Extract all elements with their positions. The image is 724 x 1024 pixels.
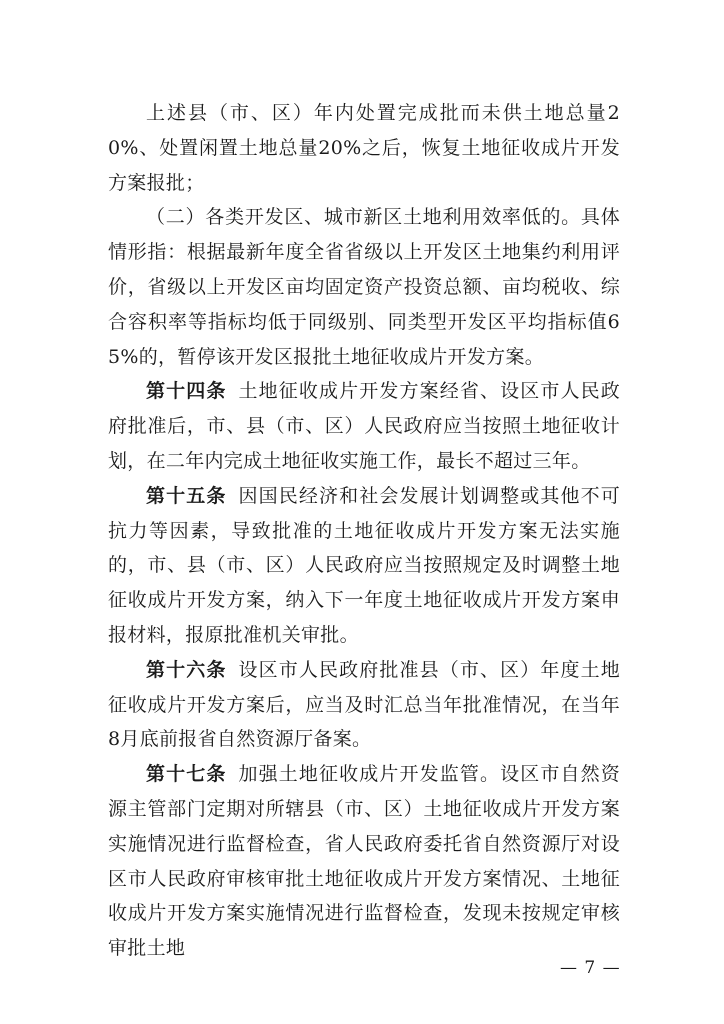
document-body bbox=[108, 96, 620, 966]
article-text: 设区市人民政府批准县（市、区）年度土地征收成片开发方案后，应当及时汇总当年批准情况，在当年8月底前报省自然资源厅备案。 bbox=[108, 658, 621, 751]
article-text: 加强土地征收成片开发监管。设区市自然资源主管部门定期对所辖县（市、区）土地征收成片开发方案实施情况进行监督检查，省人民政府委托省自然资源厅对设区市人民政府审核审批土地征收成片开发方案情况、土地征收成片开发方案实施情况进行监督检查，发现未按规定审核审批土地 bbox=[108, 763, 621, 960]
paragraph-continuation bbox=[108, 96, 620, 200]
article-number: 第十七条 bbox=[146, 763, 227, 786]
article-text: 因国民经济和社会发展计划调整或其他不可抗力等因素，导致批准的土地征收成片开发方案无法实施的，市、县（市、区）人民政府应当按照规定及时调整土地征收成片开发方案，纳入下一年度土地征收成片开发方案申报材料，报原批准机关审批。 bbox=[108, 484, 621, 646]
paragraph-text: 上述县（市、区）年内处置完成批而未供土地总量20%、处置闲置土地总量20%之后，恢复土地征收成片开发方案报批； bbox=[108, 102, 620, 194]
article-17 bbox=[108, 757, 620, 966]
article-number: 第十四条 bbox=[146, 380, 227, 403]
article-16 bbox=[108, 653, 620, 757]
paragraph-item-2 bbox=[108, 200, 620, 374]
article-number: 第十六条 bbox=[146, 658, 227, 681]
article-text: 土地征收成片开发方案经省、设区市人民政府批准后，市、县（市、区）人民政府应当按照土地征收计划，在二年内完成土地征收实施工作，最长不超过三年。 bbox=[108, 380, 621, 472]
paragraph-text: （二）各类开发区、城市新区土地利用效率低的。具体情形指：根据最新年度全省省级以上开发区土地集约利用评价，省级以上开发区亩均固定资产投资总额、亩均税收、综合容积率等指标均低于同级别、同类型开发区平均指标值65%的，暂停该开发区报批土地征收成片开发方案。 bbox=[108, 206, 620, 368]
article-15 bbox=[108, 479, 620, 653]
article-14 bbox=[108, 374, 620, 478]
page-number: — 7 — bbox=[560, 958, 621, 978]
article-number: 第十五条 bbox=[146, 484, 227, 507]
